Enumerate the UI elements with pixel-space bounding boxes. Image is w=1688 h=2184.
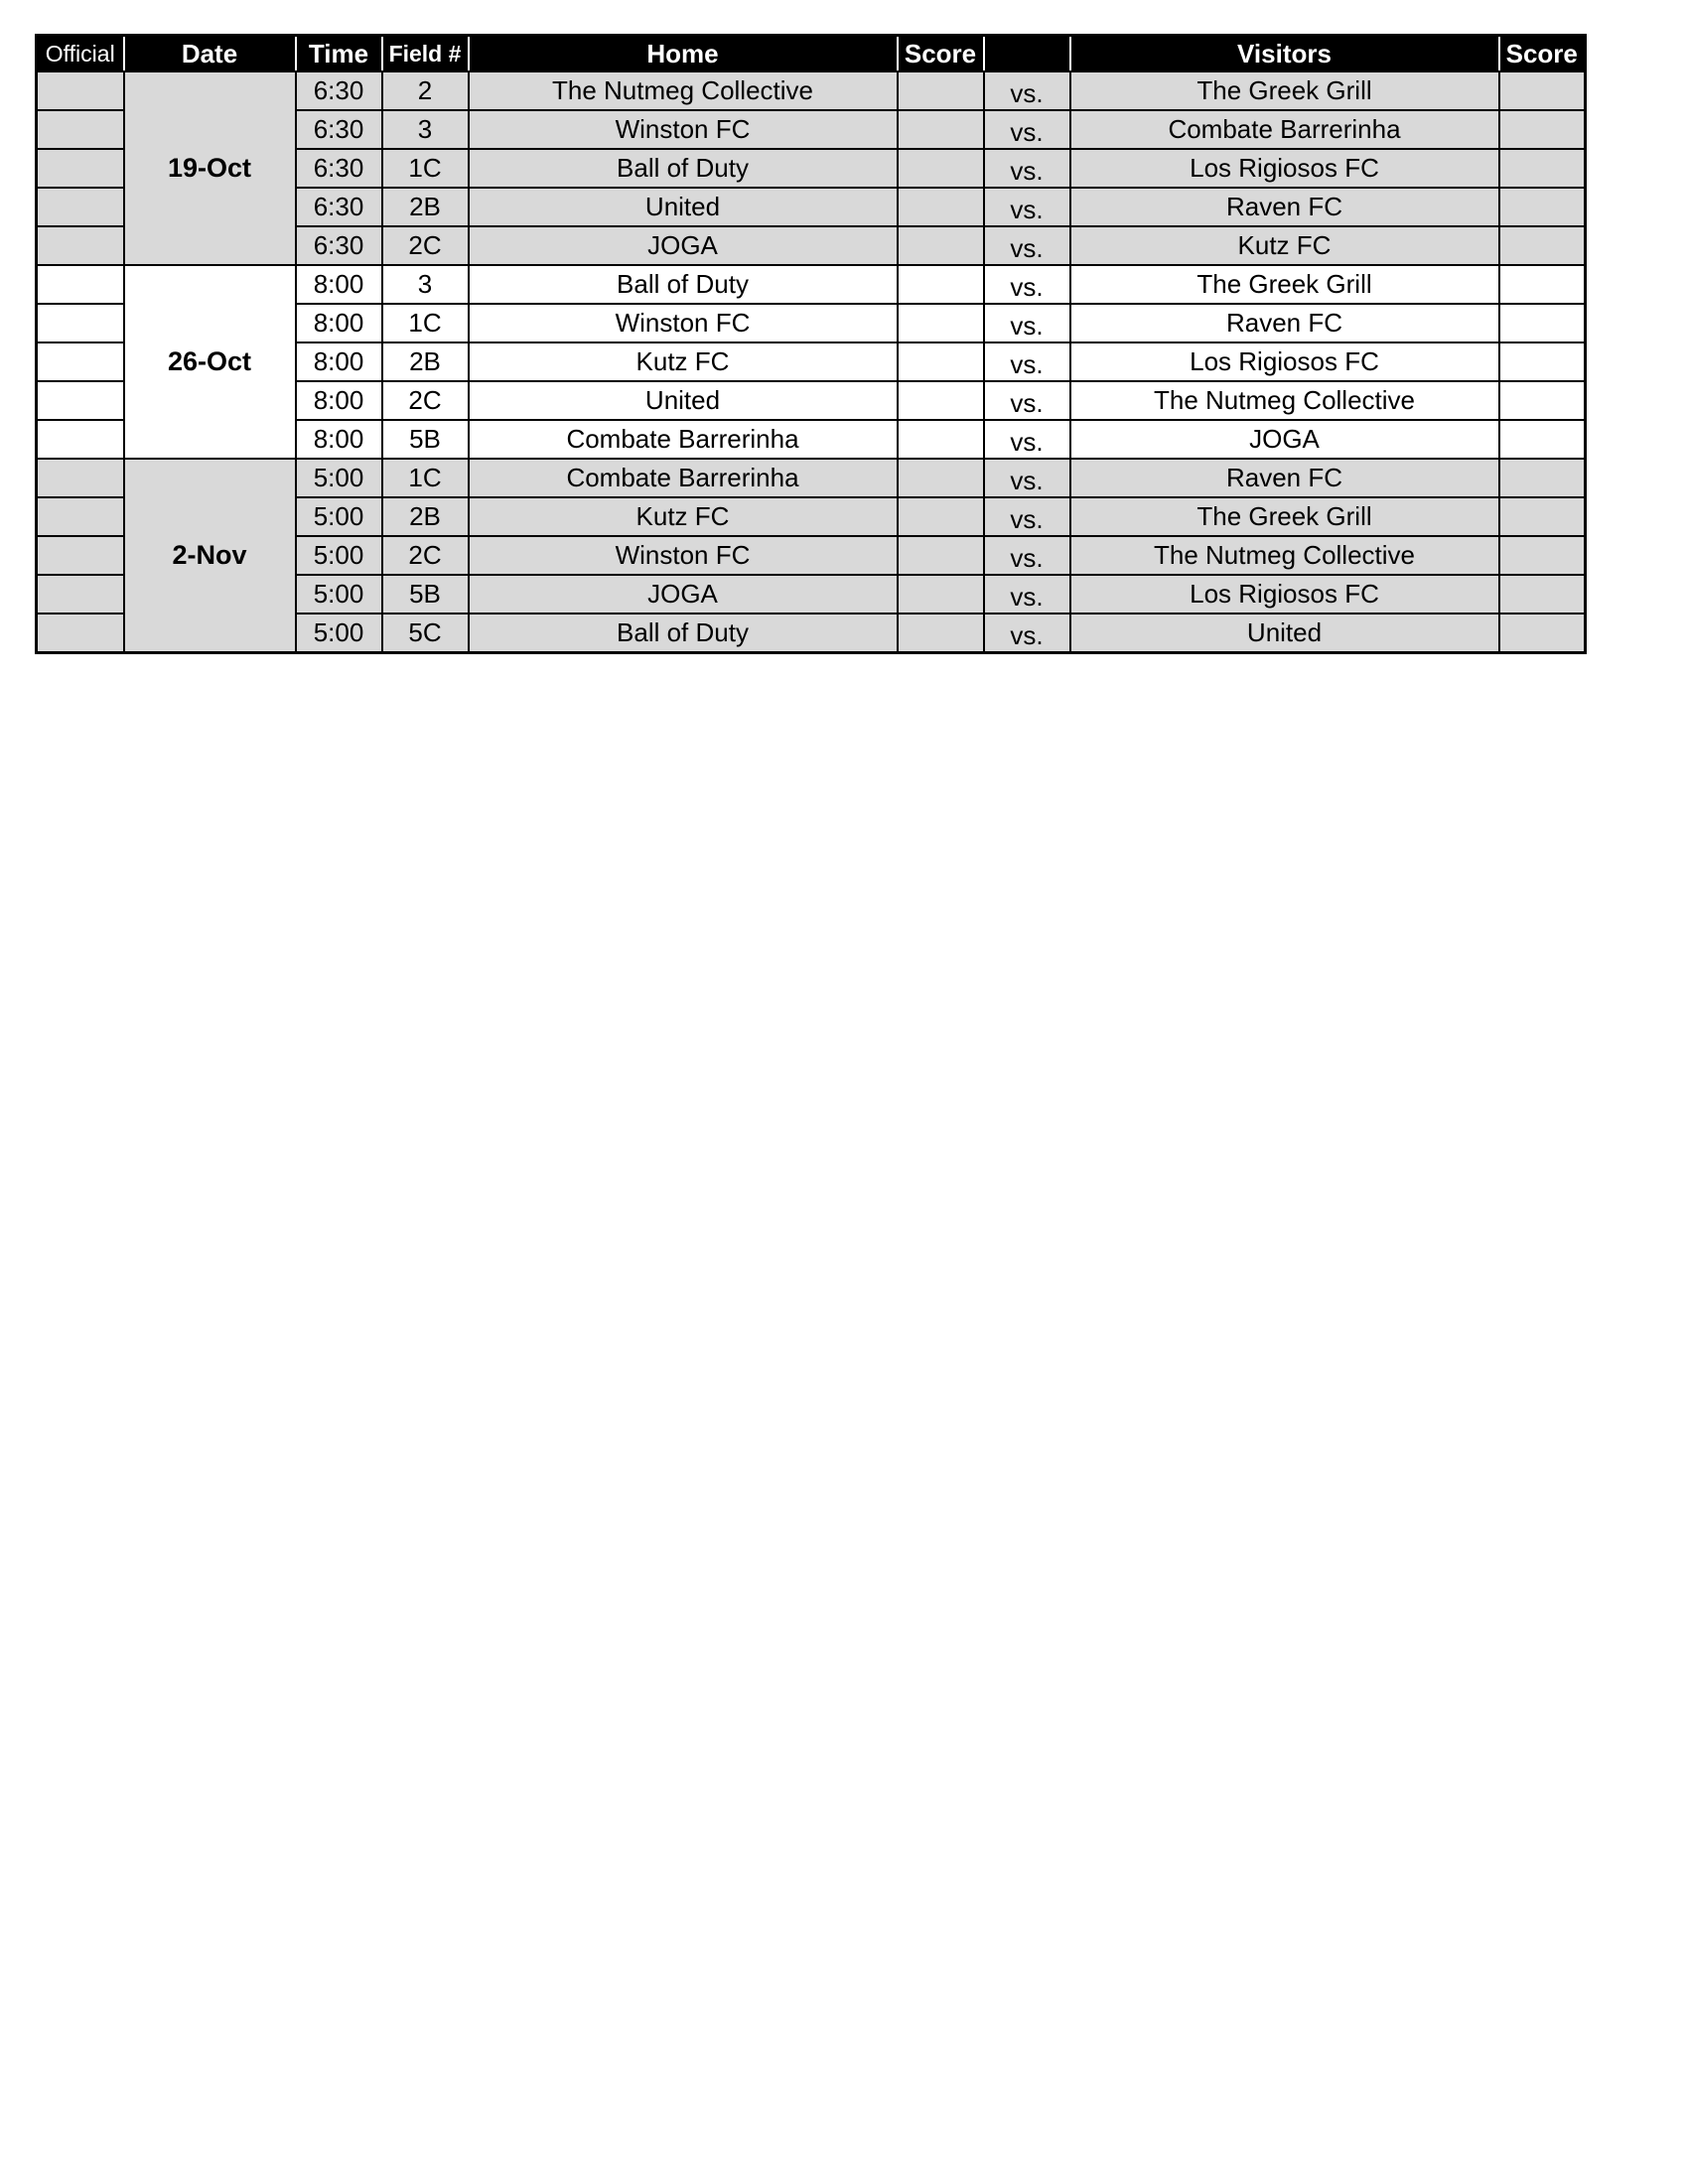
official-header: Official xyxy=(37,36,124,72)
field-cell: 2C xyxy=(382,536,469,575)
field-cell: 1C xyxy=(382,304,469,342)
vs-cell: vs. xyxy=(984,614,1070,653)
vs-cell: vs. xyxy=(984,575,1070,614)
date-cell: 26-Oct xyxy=(124,265,296,459)
official-cell[interactable] xyxy=(37,226,124,265)
home-score-cell[interactable] xyxy=(898,265,984,304)
official-cell[interactable] xyxy=(37,110,124,149)
visitors-score-cell[interactable] xyxy=(1499,614,1586,653)
time-cell: 6:30 xyxy=(296,110,382,149)
time-cell: 8:00 xyxy=(296,342,382,381)
home-team-cell: Combate Barrerinha xyxy=(469,459,898,497)
official-cell[interactable] xyxy=(37,71,124,110)
home-score-cell[interactable] xyxy=(898,110,984,149)
visitors-score-cell[interactable] xyxy=(1499,342,1586,381)
official-cell[interactable] xyxy=(37,149,124,188)
time-header: Time xyxy=(296,36,382,72)
home-team-cell: Kutz FC xyxy=(469,497,898,536)
home-team-cell: Winston FC xyxy=(469,110,898,149)
visitors-score-cell[interactable] xyxy=(1499,188,1586,226)
visitors-score-cell[interactable] xyxy=(1499,497,1586,536)
field-cell: 3 xyxy=(382,265,469,304)
vs-cell: vs. xyxy=(984,497,1070,536)
home-team-cell: The Nutmeg Collective xyxy=(469,71,898,110)
visitors-score-cell[interactable] xyxy=(1499,575,1586,614)
home-team-cell: Winston FC xyxy=(469,536,898,575)
home-team-cell: Winston FC xyxy=(469,304,898,342)
field-cell: 2 xyxy=(382,71,469,110)
visitors-score-header: Score xyxy=(1499,36,1586,72)
home-team-cell: United xyxy=(469,381,898,420)
official-cell[interactable] xyxy=(37,536,124,575)
visitors-team-cell: The Greek Grill xyxy=(1070,265,1499,304)
time-cell: 5:00 xyxy=(296,459,382,497)
visitors-team-cell: Raven FC xyxy=(1070,188,1499,226)
home-score-cell[interactable] xyxy=(898,614,984,653)
field-cell: 1C xyxy=(382,149,469,188)
official-cell[interactable] xyxy=(37,381,124,420)
home-score-cell[interactable] xyxy=(898,381,984,420)
time-cell: 6:30 xyxy=(296,226,382,265)
visitors-team-cell: Combate Barrerinha xyxy=(1070,110,1499,149)
vs-cell: vs. xyxy=(984,71,1070,110)
visitors-team-cell: Kutz FC xyxy=(1070,226,1499,265)
visitors-score-cell[interactable] xyxy=(1499,420,1586,459)
official-cell[interactable] xyxy=(37,188,124,226)
home-score-cell[interactable] xyxy=(898,342,984,381)
field-cell: 1C xyxy=(382,459,469,497)
official-cell[interactable] xyxy=(37,614,124,653)
date-cell: 19-Oct xyxy=(124,71,296,265)
home-score-cell[interactable] xyxy=(898,497,984,536)
table-row xyxy=(37,459,1586,497)
visitors-score-cell[interactable] xyxy=(1499,381,1586,420)
date-cell: 2-Nov xyxy=(124,459,296,653)
official-cell[interactable] xyxy=(37,575,124,614)
schedule-table xyxy=(35,34,1587,654)
time-cell: 5:00 xyxy=(296,497,382,536)
visitors-team-cell: Raven FC xyxy=(1070,304,1499,342)
visitors-team-cell: United xyxy=(1070,614,1499,653)
visitors-score-cell[interactable] xyxy=(1499,149,1586,188)
home-team-cell: Ball of Duty xyxy=(469,265,898,304)
home-header: Home xyxy=(469,36,898,72)
visitors-score-cell[interactable] xyxy=(1499,265,1586,304)
home-team-cell: JOGA xyxy=(469,575,898,614)
field-cell: 2C xyxy=(382,381,469,420)
home-team-cell: JOGA xyxy=(469,226,898,265)
visitors-team-cell: The Nutmeg Collective xyxy=(1070,536,1499,575)
home-team-cell: United xyxy=(469,188,898,226)
home-team-cell: Ball of Duty xyxy=(469,614,898,653)
home-score-cell[interactable] xyxy=(898,226,984,265)
vs-cell: vs. xyxy=(984,149,1070,188)
official-cell[interactable] xyxy=(37,342,124,381)
header-row xyxy=(37,36,1586,72)
time-cell: 6:30 xyxy=(296,71,382,110)
vs-cell: vs. xyxy=(984,265,1070,304)
home-score-cell[interactable] xyxy=(898,420,984,459)
home-score-header: Score xyxy=(898,36,984,72)
time-cell: 5:00 xyxy=(296,536,382,575)
vs-cell: vs. xyxy=(984,459,1070,497)
field-cell: 5B xyxy=(382,575,469,614)
visitors-score-cell[interactable] xyxy=(1499,304,1586,342)
visitors-score-cell[interactable] xyxy=(1499,226,1586,265)
visitors-header: Visitors xyxy=(1070,36,1499,72)
field-cell: 2B xyxy=(382,497,469,536)
vs-cell: vs. xyxy=(984,188,1070,226)
field-header: Field # xyxy=(382,36,469,72)
vs-cell: vs. xyxy=(984,304,1070,342)
official-cell[interactable] xyxy=(37,265,124,304)
official-cell[interactable] xyxy=(37,459,124,497)
home-score-cell[interactable] xyxy=(898,575,984,614)
vs-cell: vs. xyxy=(984,381,1070,420)
time-cell: 5:00 xyxy=(296,575,382,614)
time-cell: 8:00 xyxy=(296,265,382,304)
home-score-cell[interactable] xyxy=(898,459,984,497)
visitors-score-cell[interactable] xyxy=(1499,71,1586,110)
home-team-cell: Kutz FC xyxy=(469,342,898,381)
schedule-body xyxy=(37,71,1586,653)
table-row xyxy=(37,71,1586,110)
home-score-cell[interactable] xyxy=(898,188,984,226)
visitors-score-cell[interactable] xyxy=(1499,459,1586,497)
visitors-team-cell: Los Rigiosos FC xyxy=(1070,149,1499,188)
home-team-cell: Combate Barrerinha xyxy=(469,420,898,459)
time-cell: 5:00 xyxy=(296,614,382,653)
table-row xyxy=(37,265,1586,304)
official-cell[interactable] xyxy=(37,304,124,342)
field-cell: 2B xyxy=(382,342,469,381)
visitors-team-cell: The Greek Grill xyxy=(1070,71,1499,110)
visitors-team-cell: JOGA xyxy=(1070,420,1499,459)
field-cell: 2C xyxy=(382,226,469,265)
home-team-cell: Ball of Duty xyxy=(469,149,898,188)
visitors-team-cell: Los Rigiosos FC xyxy=(1070,342,1499,381)
field-cell: 3 xyxy=(382,110,469,149)
time-cell: 8:00 xyxy=(296,304,382,342)
field-cell: 5C xyxy=(382,614,469,653)
field-cell: 5B xyxy=(382,420,469,459)
time-cell: 6:30 xyxy=(296,149,382,188)
vs-cell: vs. xyxy=(984,226,1070,265)
vs-cell: vs. xyxy=(984,420,1070,459)
vs-cell: vs. xyxy=(984,110,1070,149)
time-cell: 8:00 xyxy=(296,420,382,459)
time-cell: 6:30 xyxy=(296,188,382,226)
vs-cell: vs. xyxy=(984,536,1070,575)
field-cell: 2B xyxy=(382,188,469,226)
date-header: Date xyxy=(124,36,296,72)
home-score-cell[interactable] xyxy=(898,304,984,342)
official-cell[interactable] xyxy=(37,420,124,459)
visitors-score-cell[interactable] xyxy=(1499,110,1586,149)
home-score-cell[interactable] xyxy=(898,536,984,575)
official-cell[interactable] xyxy=(37,497,124,536)
time-cell: 8:00 xyxy=(296,381,382,420)
home-score-cell[interactable] xyxy=(898,149,984,188)
home-score-cell[interactable] xyxy=(898,71,984,110)
visitors-team-cell: Los Rigiosos FC xyxy=(1070,575,1499,614)
visitors-score-cell[interactable] xyxy=(1499,536,1586,575)
vs-cell: vs. xyxy=(984,342,1070,381)
visitors-team-cell: Raven FC xyxy=(1070,459,1499,497)
visitors-team-cell: The Greek Grill xyxy=(1070,497,1499,536)
visitors-team-cell: The Nutmeg Collective xyxy=(1070,381,1499,420)
vs-header xyxy=(984,36,1070,72)
